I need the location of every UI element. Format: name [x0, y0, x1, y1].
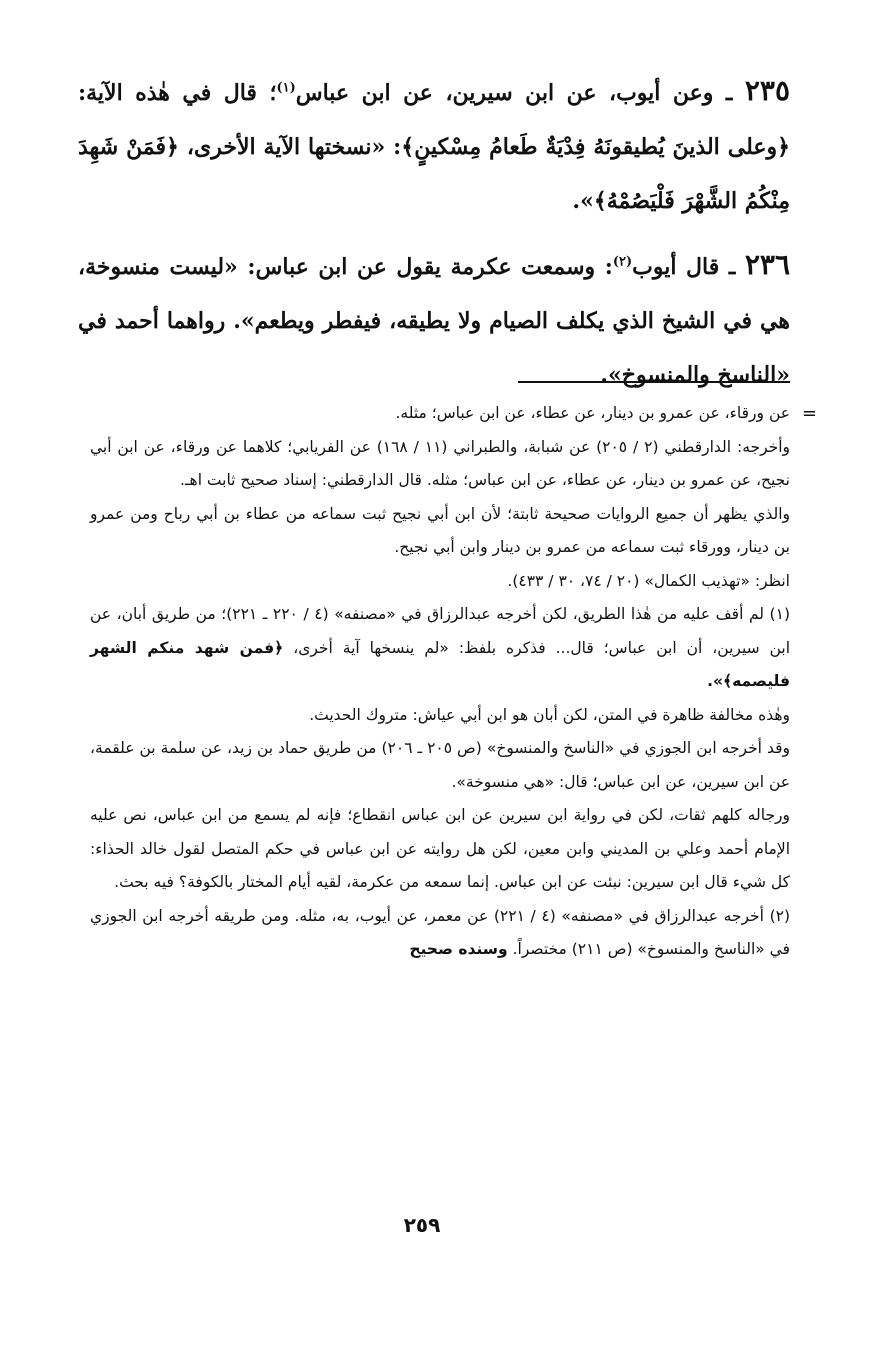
narration-number: ٢٣٦: [744, 248, 791, 281]
narration-text: : وسمعت عكرمة يقول عن ابن عباس: «ليست منسوخة، هي في الشيخ الذي يكلف الصيام ولا يطيقه، فيفطر ويطعم». رواهما أحمد في «الناسخ والمنسوخ».: [78, 254, 790, 388]
main-text: [78, 64, 790, 412]
narration-235: [78, 64, 790, 228]
footnotes: [90, 397, 817, 967]
narration-text: ـ قال أيوب: [632, 254, 736, 280]
footnote-paragraph: انظر: «تهذيب الكمال» (٢٠ / ٧٤، ٣٠ / ٤٣٣).: [507, 571, 790, 590]
footnote-paragraph: ورجاله كلهم ثقات، لكن في رواية ابن سيرين عن ابن عباس انقطاع؛ فإنه لم يسمع من ابن عباس، نص عليه الإمام أحمد وعلي بن المديني وابن معين، لكن هل روايته عن ابن عباس في حكم المتصل لقول خالد الحذاء: كل شيء قال ابن سيرين: نبئت عن ابن عباس. إنما سمعه من عكرمة، لقيه أيام المختار بالكوفة؟ فيه بحث.: [90, 806, 790, 891]
narration-text: ؛ قال في هٰذه الآية: ﴿وعلى الذينَ يُطيقونَهُ فِدْيَةٌ طَعامُ مِسْكينٍ﴾: «نسختها الآية الأخرى، ﴿فَمَنْ شَهِدَ مِنْكُمُ الشَّهْرَ فَلْيَصُمْهُ﴾».: [78, 80, 790, 214]
footnote-text: (٢) أخرجه عبدالرزاق في «مصنفه» (٤ / ٢٢١) عن معمر، عن أيوب، به، مثله. ومن طريقه أخرجه ابن الجوزي في «الناسخ والمنسوخ» (ص ٢١١) مختصراً.: [90, 906, 791, 958]
footnote-paragraph: [90, 598, 790, 699]
footnote-paragraph: وأخرجه: الدارقطني (٢ / ٢٠٥) عن شبابة، والطبراني (١١ / ١٦٨) عن الفريابي؛ كلاهما عن ورقاء، عن ابن أبي نجيح، عن عمرو بن دينار، عن عطاء، عن ابن عباس؛ مثله. قال الدارقطني: إسناد صحيح ثابت اهـ.: [90, 437, 791, 489]
continuation-mark: =: [801, 403, 817, 424]
narration-number: ٢٣٥: [744, 74, 790, 107]
footnote-ref[interactable]: (٢): [612, 254, 633, 270]
quran-quote: ﴿فمن شهد منكم الشهر فليصمه﴾».: [90, 638, 790, 690]
footnote-paragraph: [90, 900, 790, 967]
footnote-paragraph: عن ورقاء، عن عمرو بن دينار، عن عطاء، عن ابن عباس؛ مثله.: [395, 404, 790, 422]
footnote-paragraph: وقد أخرجه ابن الجوزي في «الناسخ والمنسوخ» (ص ٢٠٥ ـ ٢٠٦) من طريق حماد بن زيد، عن سلمة بن علقمة، عن ابن سيرين، عن ابن عباس؛ قال: «هي منسوخة».: [90, 739, 790, 791]
narration-236: [78, 238, 790, 402]
footnote-text: (١) لم أقف عليه من هٰذا الطريق، لكن أخرجه عبدالرزاق في «مصنفه» (٤ / ٢٢٠ ـ ٢٢١)؛ من طريق أبان، عن ابن سيرين، أن ابن عباس؛ قال... فذكره بلفظ: «لم ينسخها آية أخرى،: [90, 605, 791, 657]
narration-text: ـ وعن أيوب، عن ابن سيرين، عن ابن عباس: [295, 80, 733, 106]
footnote-paragraph: والذي يظهر أن جميع الروايات صحيحة ثابتة؛ لأن ابن أبي نجيح ثبت سماعه من عطاء بن أبي رباح ومن عمرو بن دينار، وورقاء ثبت سماعه من عمرو بن دينار وابن أبي نجيح.: [90, 504, 790, 556]
footnote-divider: [518, 381, 790, 383]
grading-text: وسنده صحيح: [409, 940, 508, 958]
footnote-paragraph: وهٰذه مخالفة ظاهرة في المتن، لكن أبان هو ابن أبي عياش: متروك الحديث.: [309, 705, 790, 724]
footnote-ref[interactable]: (١): [276, 80, 296, 96]
page-number: ٢٥٩: [403, 1213, 441, 1237]
